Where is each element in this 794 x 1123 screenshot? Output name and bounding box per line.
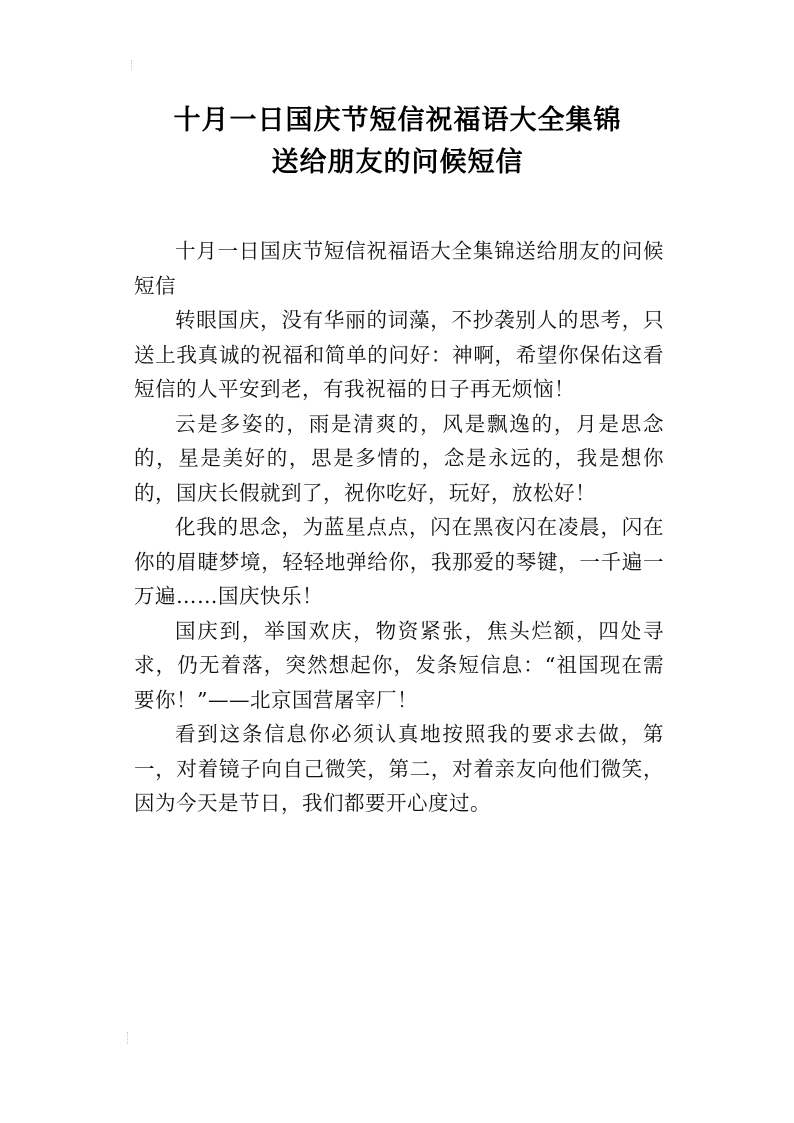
page-title	[110, 100, 685, 184]
page-corner-mark	[131, 60, 140, 70]
title-line-2: 送给朋友的问候短信	[271, 147, 524, 178]
paragraph: 十月一日国庆节短信祝福语大全集锦送给朋友的问候短信	[134, 239, 664, 298]
paragraph: 化我的思念，为蓝星点点，闪在黑夜闪在凌晨，闪在你的眉睫梦境，轻轻地弹给你，我那爱的琴键，一千遍一万遍……国庆快乐！	[134, 515, 664, 608]
paragraph: 转眼国庆，没有华丽的词藻，不抄袭别人的思考，只送上我真诚的祝福和简单的问好：神啊，希望你保佑这看短信的人平安到老，有我祝福的日子再无烦恼！	[134, 308, 664, 401]
paragraph: 云是多姿的，雨是清爽的，风是飘逸的，月是思念的，星是美好的，思是多情的，念是永远的，我是想你的，国庆长假就到了，祝你吃好，玩好，放松好！	[134, 411, 664, 505]
document-body	[134, 234, 664, 821]
paragraph: 看到这条信息你必须认真地按照我的要求去做，第一，对着镜子向自己微笑，第二，对着亲友向他们微笑，因为今天是节日，我们都要开心度过。	[134, 722, 664, 815]
paragraph: 国庆到，举国欢庆，物资紧张，焦头烂额，四处寻求，仍无着落，突然想起你，发条短信息：“祖国现在需要你！”——北京国营屠宰厂！	[134, 618, 664, 712]
title-line-1: 十月一日国庆节短信祝福语大全集锦	[173, 105, 622, 136]
page-corner-mark	[127, 1032, 136, 1044]
